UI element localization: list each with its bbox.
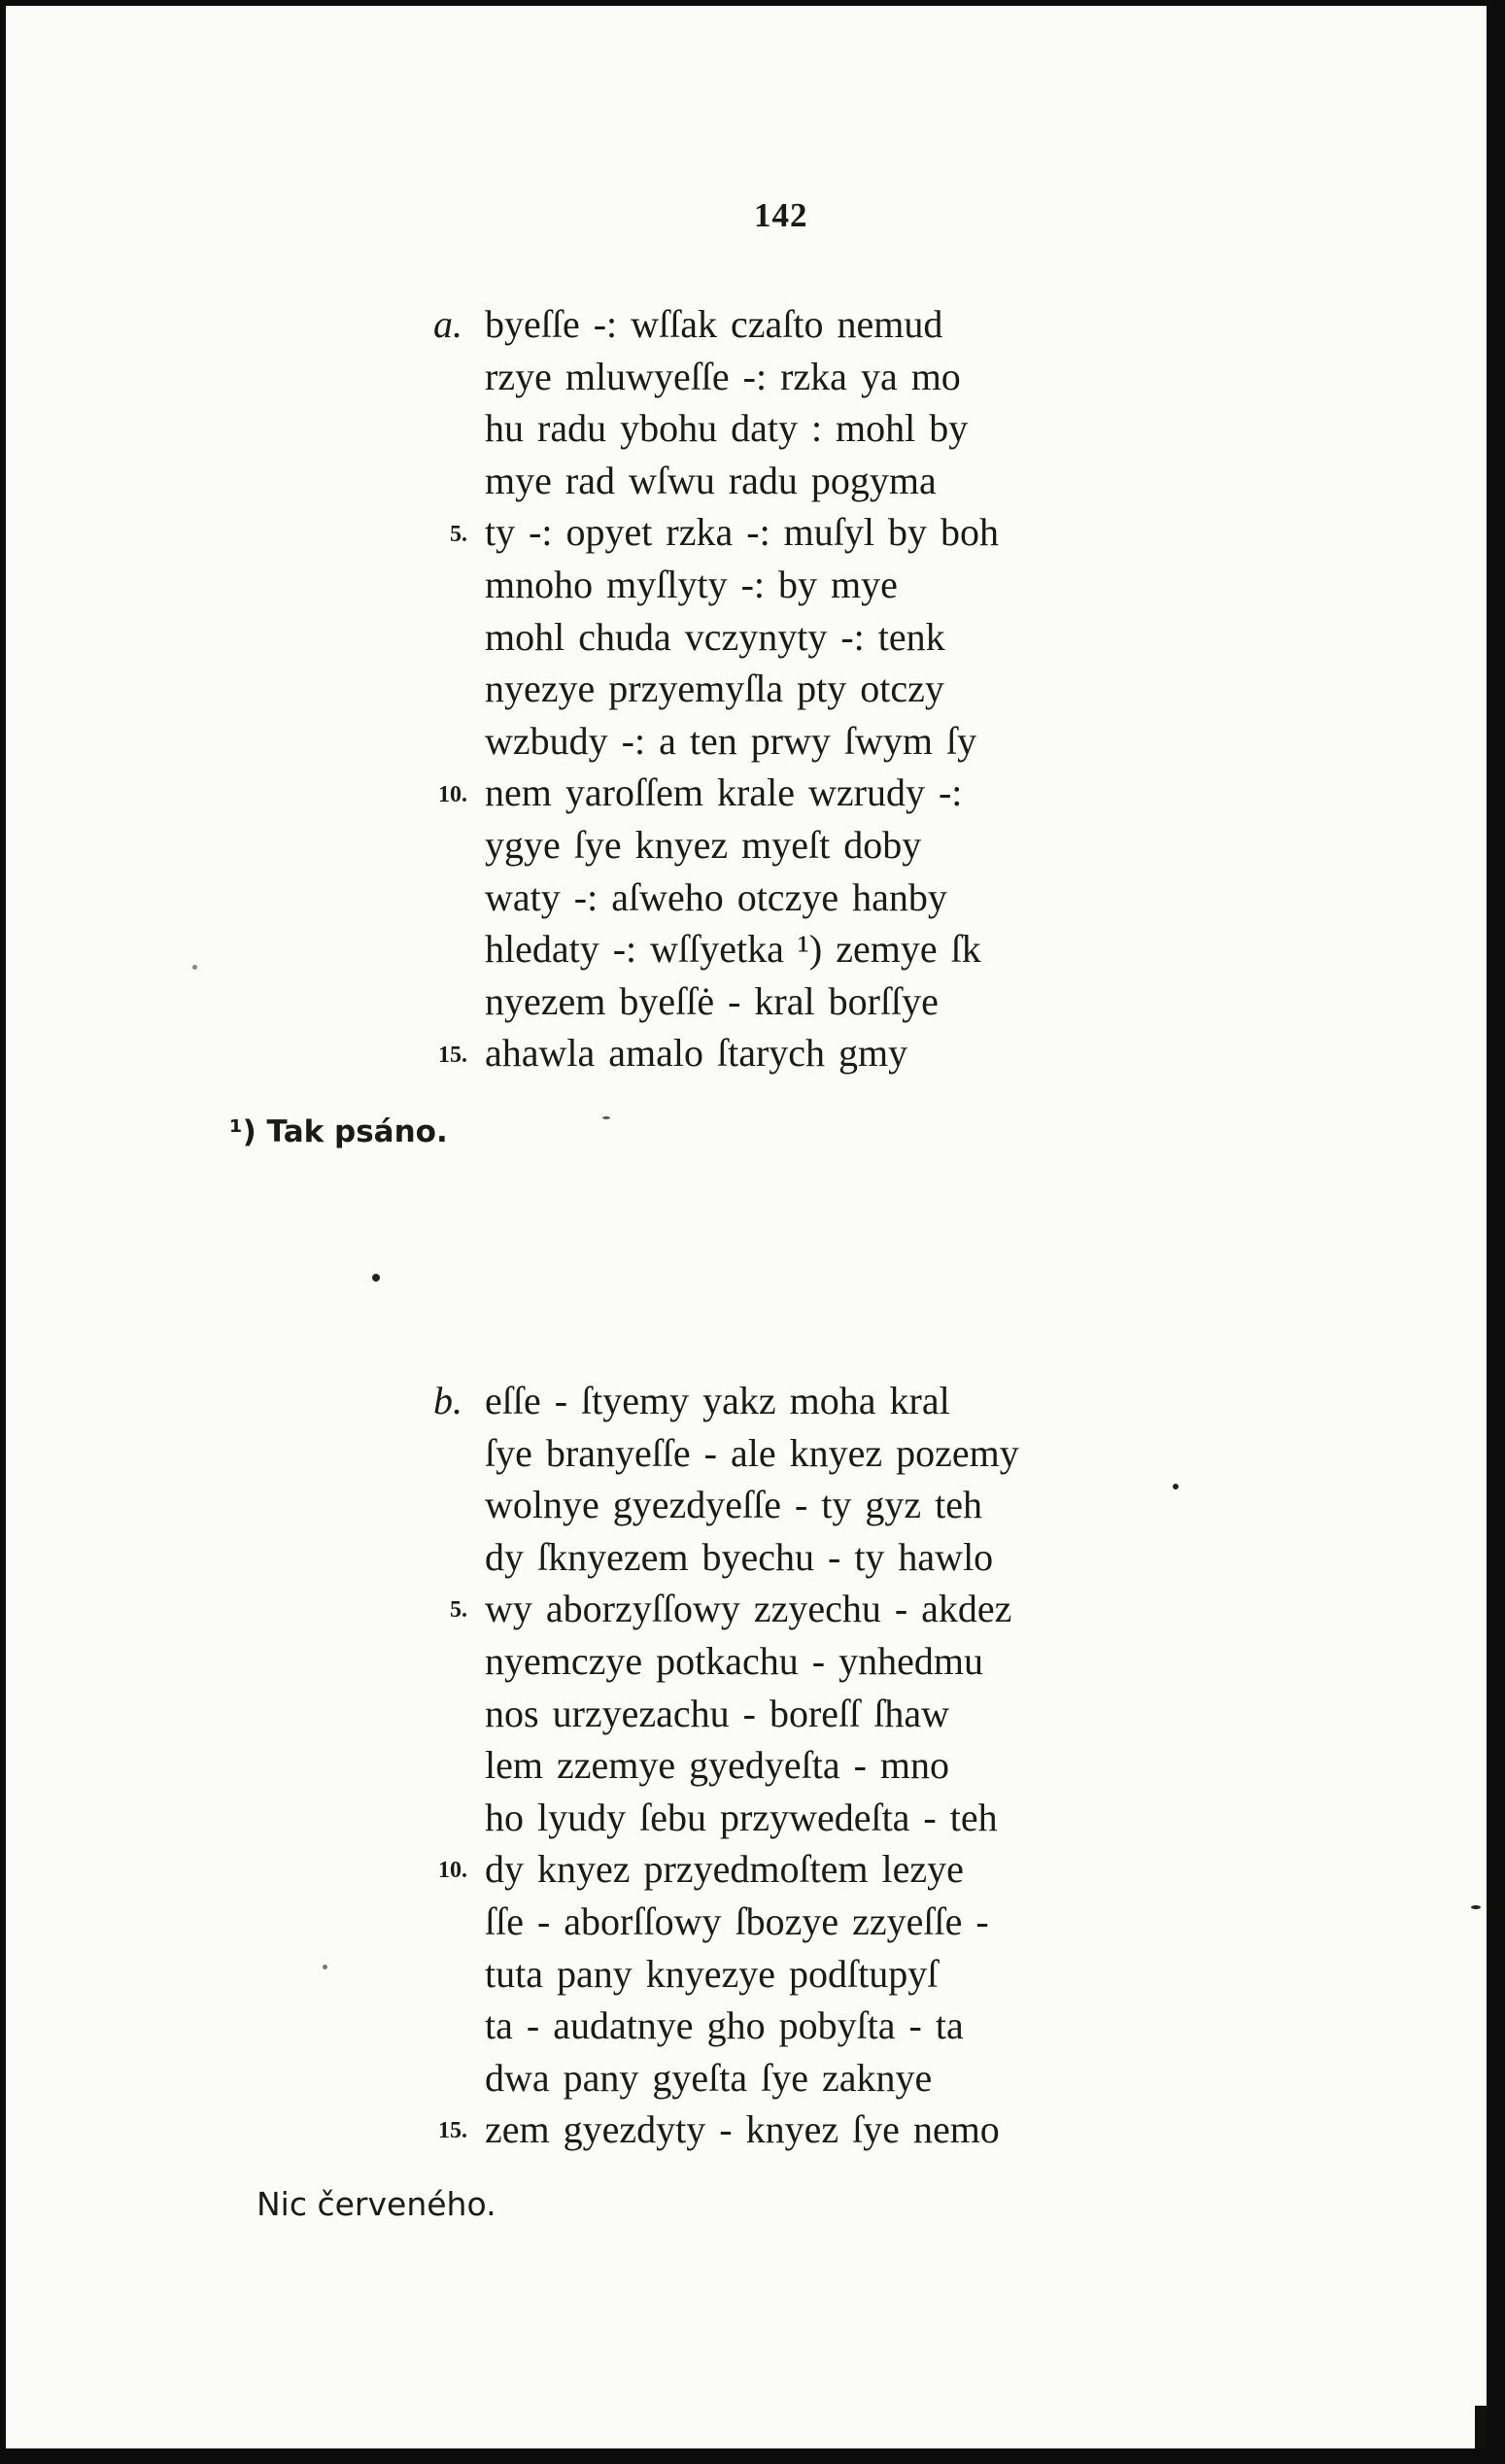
ink-speck (1173, 1484, 1179, 1489)
ink-speck (372, 1274, 380, 1282)
verse-line: ſye branyeſſe - ale knyez pozemy (485, 1430, 1019, 1475)
verse-line: mohl chuda vczynyty -: tenk (485, 614, 945, 659)
verse-line: dwa pany gyeſta ſye zaknye (485, 2055, 933, 2100)
verse-line: nyezye przyemyſla pty otczy (485, 667, 944, 711)
verse-line: waty -: aſweho otczye hanby (485, 874, 947, 919)
page-number: 142 (754, 196, 808, 234)
ink-speck (323, 1965, 327, 1969)
line-number: 15. (438, 2118, 467, 2143)
verse-line: eſſe - ſtyemy yakz moha kral (485, 1379, 950, 1422)
ink-speck (1471, 1905, 1481, 1909)
verse-line: mye rad wſwu radu pogyma (485, 458, 937, 502)
line-number: 5. (450, 1597, 467, 1623)
line-number: 10. (438, 1858, 467, 1883)
verse-line: nem yaroſſem krale wzrudy -: (485, 770, 963, 815)
verse-line: ſſe - aborſſowy ſbozye zzyeſſe - (485, 1899, 989, 1943)
verse-line: dy knyez przyedmoſtem lezye (485, 1847, 964, 1892)
verse-line: wzbudy -: a ten prwy ſwym ſy (485, 718, 977, 763)
verse-line: ahawla amalo ſtarych gmy (485, 1031, 908, 1076)
verse-line: hledaty -: wſſyetka ¹) zemye ſk (485, 927, 981, 972)
page-edge-mark (1475, 2406, 1487, 2448)
footnote: Nic červeného. (257, 2185, 496, 2223)
section-marker: b. (433, 1379, 462, 1422)
verse-line: nyemczye potkachu - ynhedmu (485, 1639, 983, 1683)
verse-line: mnoho myſlyty -: by mye (485, 563, 898, 606)
line-number: 5. (450, 522, 467, 547)
verse-line: ygye ſye knyez myeſt doby (485, 823, 922, 867)
verse-line: rzye mluwyeſſe -: rzka ya mo (485, 354, 961, 398)
verse-line: dy ſknyezem byechu - ty hawlo (485, 1534, 994, 1579)
verse-line: tuta pany knyezye podſtupyſ (485, 1951, 939, 1996)
verse-line: hu radu ybohu daty : mohl by (485, 406, 969, 451)
verse-line: nyezem byeſſė - kral borſſye (485, 978, 939, 1023)
verse-line: nos urzyezachu - boreſſ ſhaw (485, 1691, 950, 1735)
verse-line: lem zzemye gyedyeſta - mno (485, 1743, 950, 1788)
ink-speck (192, 965, 197, 970)
scanned-page (6, 6, 1487, 2448)
verse-line: ho lyudy ſebu przywedeſta - teh (485, 1795, 998, 1839)
verse-line: wolnye gyezdyeſſe - ty gyz teh (485, 1483, 983, 1527)
line-number: 10. (438, 782, 467, 807)
verse-line: wy aborzyſſowy zzyechu - akdez (485, 1587, 1012, 1631)
verse-line: ta - audatnye gho pobyſta - ta (485, 2003, 964, 2048)
footnote: ¹) Tak psáno. (229, 1114, 448, 1149)
verse-line: byeſſe -: wſſak czaſto nemud (485, 302, 943, 346)
verse-line: ty -: opyet rzka -: muſyl by boh (485, 510, 1000, 555)
section-marker: a. (433, 302, 462, 346)
verse-line: zem gyezdyty - knyez ſye nemo (485, 2107, 1000, 2152)
line-number: 15. (438, 1043, 467, 1068)
ink-speck (602, 1116, 610, 1119)
